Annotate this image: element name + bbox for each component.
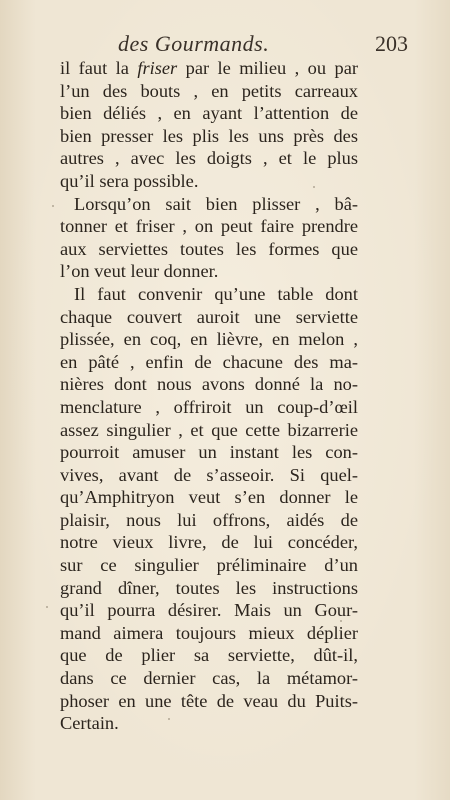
page-number: 203 (375, 31, 408, 56)
text-line: menclature , offriroit un coup-d’œil (60, 396, 358, 417)
paper-speck (52, 205, 54, 207)
text-line: Certain. (60, 713, 119, 734)
text-line: que de plier sa serviette, dût-il, (60, 645, 358, 666)
text-line: qu’il sera possible. (60, 170, 199, 191)
text-line: plissée, en coq, en lièvre, en melon , (60, 329, 358, 350)
text-line: Il faut convenir qu’une table dont (74, 283, 358, 304)
text-line: autres , avec les doigts , et le plus (60, 148, 358, 169)
text-line: qu’Amphitryon veut s’en donner le (60, 487, 358, 508)
text-line: bien déliés , en ayant l’attention de (60, 103, 358, 124)
paper-speck (313, 186, 315, 188)
paper-speck (46, 606, 48, 608)
text-line: chaque couvert auroit une serviette (60, 306, 358, 327)
text-line: sur ce singulier préliminaire d’un (60, 555, 358, 576)
text-line: notre vieux livre, de lui concéder, (60, 532, 358, 553)
body-text (60, 57, 358, 735)
text-line: phoser en une tête de veau du Puits- (60, 690, 358, 711)
text-line: aux serviettes toutes les formes que (60, 238, 358, 259)
text-line: pourroit amuser un instant les con- (60, 442, 358, 463)
running-title: des Gourmands. (118, 31, 270, 56)
paper-speck (340, 620, 342, 622)
text-line: en pâté , enfin de chacune des ma- (60, 351, 358, 372)
text-line: plaisir, nous lui offrons, aidés de (60, 509, 358, 530)
text-line: il faut la friser par le milieu , ou par (60, 58, 358, 78)
text-line: qu’il pourra désirer. Mais un Gour- (60, 600, 358, 621)
text-line: assez singulier , et que cette bizarrerie (60, 419, 358, 440)
text-line: l’on veut leur donner. (60, 261, 219, 282)
text-line: tonner et friser , on peut faire prendre (60, 216, 358, 237)
text-line: bien presser les plis les uns près des (60, 125, 358, 146)
text-line: Lorsqu’on sait bien plisser , bâ- (74, 193, 358, 214)
text-line: dans ce dernier cas, la métamor- (60, 668, 358, 689)
text-line: grand dîner, toutes les instructions (60, 577, 358, 598)
text-line: mand aimera toujours mieux déplier (60, 622, 358, 643)
text-line: l’un des bouts , en petits carreaux (60, 80, 358, 101)
text-line: vives, avant de s’asseoir. Si quel- (60, 464, 358, 485)
text-line: nières dont nous avons donné la no- (60, 374, 358, 395)
paper-speck (168, 718, 170, 720)
